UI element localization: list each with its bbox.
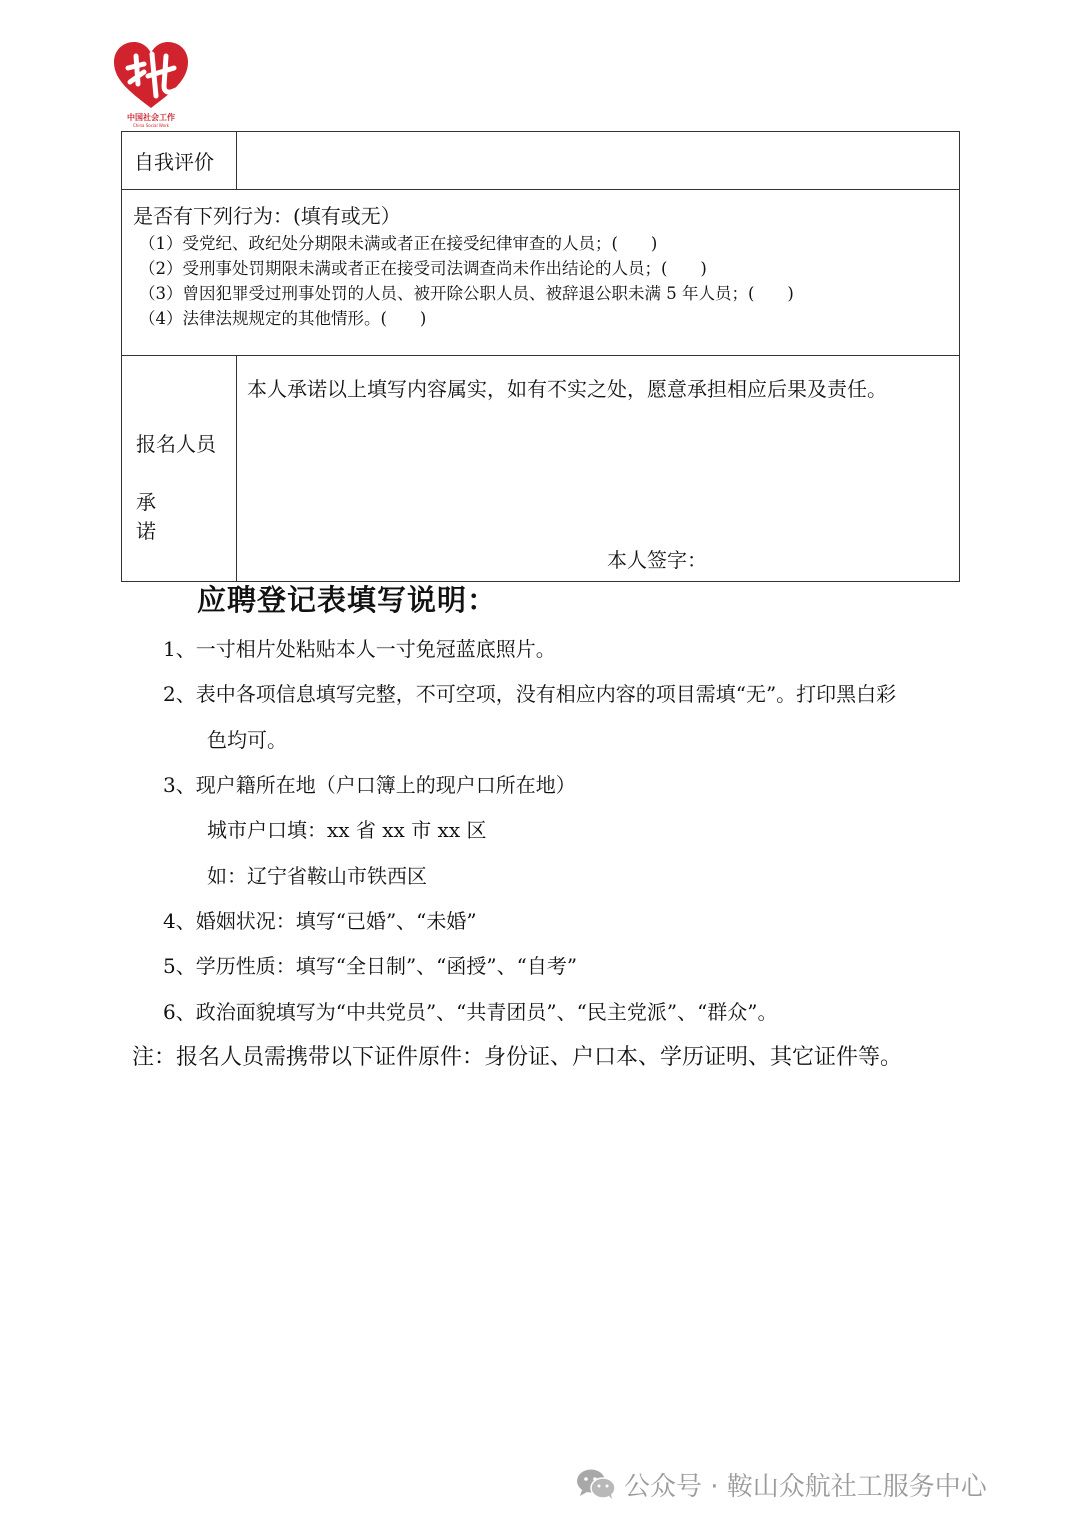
- behavior-item: （4）法律法规规定的其他情形。( ): [139, 309, 427, 328]
- behavior-item: （2）受刑事处罚期限未满或者正在接受司法调查尚未作出结论的人员；( ): [139, 259, 707, 278]
- instruction-item: 色均可。: [207, 728, 287, 752]
- instruction-item: 2、表中各项信息填写完整，不可空项，没有相应内容的项目需填“无”。打印黑白彩: [163, 682, 897, 706]
- instruction-item: 6、政治面貌填写为“中共党员”、“共青团员”、“民主党派”、“群众”。: [163, 1000, 778, 1024]
- instruction-item: 4、婚姻状况：填写“已婚”、“未婚”: [163, 909, 477, 933]
- commitment-content-cell: [237, 356, 960, 582]
- commitment-label-line1: 报名人员: [136, 432, 216, 456]
- instructions-title: 应聘登记表填写说明：: [197, 583, 498, 617]
- watermark-text: 公众号 · 鞍山众航社工服务中心: [624, 1471, 987, 1502]
- instruction-item: 如：辽宁省鞍山市铁西区: [207, 864, 427, 888]
- behavior-item: （1）受党纪、政纪处分期限未满或者正在接受纪律审查的人员；( ): [139, 234, 658, 253]
- instruction-item: 城市户口填：xx 省 xx 市 xx 区: [207, 818, 487, 842]
- instruction-item: 1、一寸相片处粘贴本人一寸免冠蓝底照片。: [163, 637, 556, 661]
- commitment-text: 本人承诺以上填写内容属实，如有不实之处，愿意承担相应后果及责任。: [247, 377, 887, 401]
- logo-cn-text: 中国社会工作: [127, 113, 175, 122]
- registration-form-table: [121, 131, 960, 582]
- china-social-work-logo: [110, 38, 192, 130]
- wechat-icon: [576, 1468, 616, 1500]
- behavior-title: 是否有下列行为：(填有或无）: [133, 204, 401, 228]
- self-evaluation-row: [122, 132, 960, 190]
- signature-label[interactable]: 本人签字：: [607, 548, 707, 572]
- commitment-row: [122, 356, 960, 582]
- instruction-item: 5、学历性质：填写“全日制”、“函授”、“自考”: [163, 954, 578, 978]
- commitment-label-line2: 承诺: [136, 490, 196, 543]
- behavior-item: （3）曾因犯罪受过刑事处罚的人员、被开除公职人员、被辞退公职未满 5 年人员；( ): [139, 284, 794, 303]
- self-evaluation-label: 自我评价: [122, 132, 237, 190]
- instruction-item: 3、现户籍所在地（户口簿上的现户口所在地）: [163, 773, 576, 797]
- logo-en-text: China Social Work: [133, 123, 169, 128]
- wechat-watermark: [576, 1467, 987, 1501]
- self-evaluation-field[interactable]: [237, 132, 960, 190]
- behavior-row: [122, 190, 960, 356]
- note-text: 注：报名人员需携带以下证件原件：身份证、户口本、学历证明、其它证件等。: [132, 1045, 903, 1070]
- heart-logo-icon: [110, 38, 192, 112]
- commitment-label-cell: [122, 356, 237, 582]
- behavior-cell: [122, 190, 960, 356]
